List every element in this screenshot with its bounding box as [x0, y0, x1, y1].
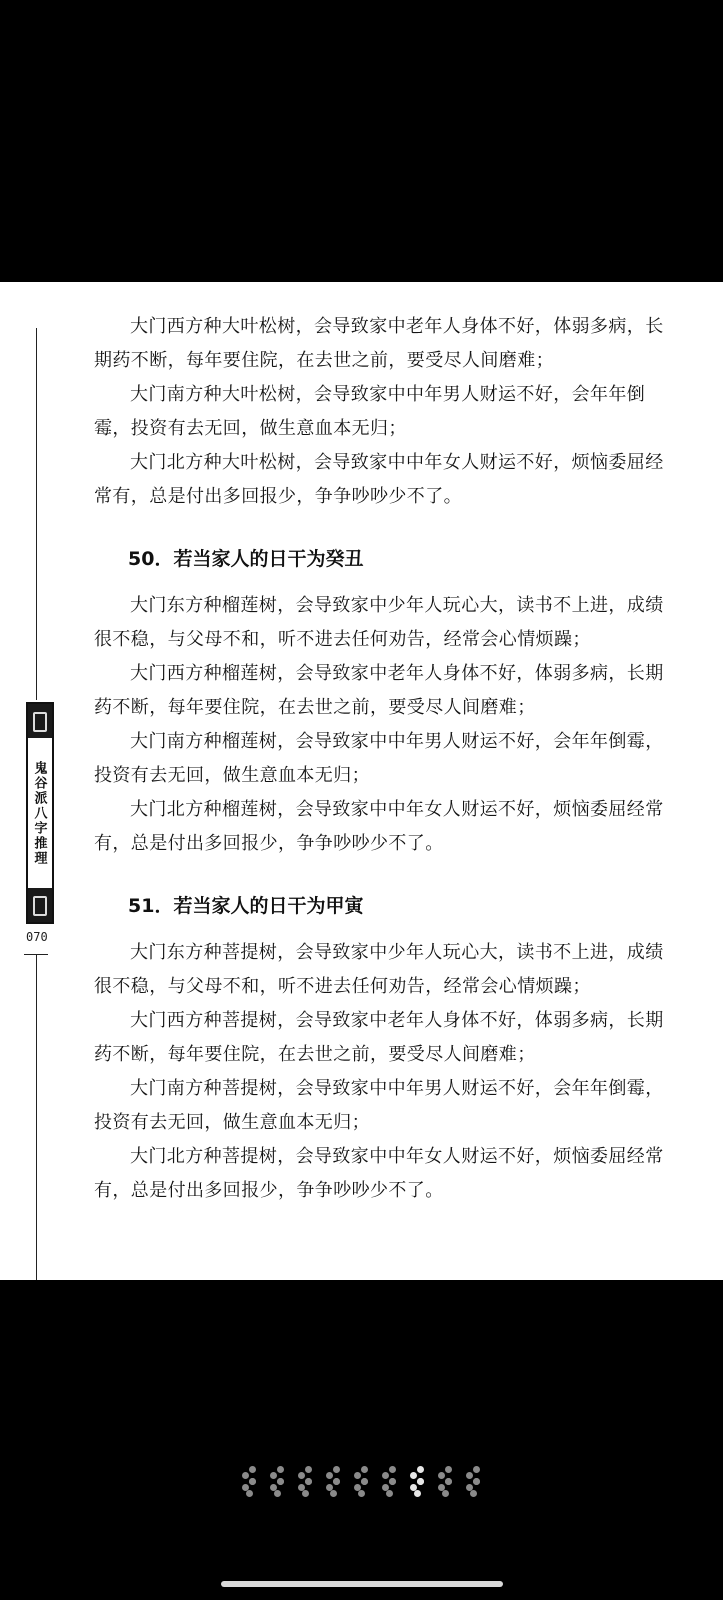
paragraph: [94, 793, 664, 861]
page-dot-icon[interactable]: [466, 1466, 482, 1496]
page-dot-icon[interactable]: [242, 1466, 258, 1496]
paragraph-text: 大门西方种大叶松树，会导致家中老年人身体不好，体弱多病，长期药不断，每年要住院，在去世之前，要受尽人间磨难；: [94, 316, 664, 371]
paragraph-text: 大门北方种菩提树，会导致家中中年女人财运不好，烦恼委屈经常有，总是付出多回报少，争争吵吵少不了。: [94, 1146, 664, 1201]
paragraph: [94, 1072, 664, 1140]
spine-rule-top: [36, 328, 37, 700]
paragraph-text: 大门北方种榴莲树，会导致家中中年女人财运不好，烦恼委屈经常有，总是付出多回报少，争争吵吵少不了。: [94, 799, 664, 854]
paragraph-text: 大门西方种榴莲树，会导致家中老年人身体不好，体弱多病，长期药不断，每年要住院，在去世之前，要受尽人间磨难；: [94, 663, 664, 718]
page-dot-icon[interactable]: [270, 1466, 286, 1496]
paragraph: [94, 657, 664, 725]
paragraph-text: 大门东方种榴莲树，会导致家中少年人玩心大，读书不上进，成绩很不稳，与父母不和，听不进去任何劝告，经常会心情烦躁；: [94, 595, 664, 650]
section-heading: 50．若当家人的日干为癸丑: [128, 548, 364, 570]
paragraph: [94, 378, 664, 446]
ornament-top-icon: [28, 704, 52, 738]
paragraph: [94, 936, 664, 1004]
home-indicator[interactable]: [221, 1581, 503, 1587]
page-dot-icon[interactable]: [382, 1466, 398, 1496]
paragraph: [94, 310, 664, 378]
photo-page: [0, 282, 723, 1280]
paragraph: [94, 446, 664, 514]
spine-title-box: [26, 702, 54, 924]
page-dot-icon[interactable]: [298, 1466, 314, 1496]
page-dot-icon[interactable]: [410, 1466, 426, 1496]
page-content: [94, 310, 664, 1208]
paragraph-text: 大门北方种大叶松树，会导致家中中年女人财运不好，烦恼委屈经常有，总是付出多回报少，争争吵吵少不了。: [94, 452, 664, 507]
paragraph-text: 大门南方种榴莲树，会导致家中中年男人财运不好，会年年倒霉，投资有去无回，做生意血本无归；: [94, 731, 664, 786]
paragraph: [94, 725, 664, 793]
page-dot-icon[interactable]: [354, 1466, 370, 1496]
paragraph-text: 大门西方种菩提树，会导致家中老年人身体不好，体弱多病，长期药不断，每年要住院，在去世之前，要受尽人间磨难；: [94, 1010, 664, 1065]
paragraph: [94, 1004, 664, 1072]
section-heading: 51．若当家人的日干为甲寅: [128, 895, 364, 917]
page-number: 070: [26, 930, 48, 944]
spine-rule-bottom: [36, 954, 37, 1280]
page-indicator[interactable]: [0, 1466, 723, 1496]
page-dot-icon[interactable]: [326, 1466, 342, 1496]
spine-title: 鬼谷派八字推理: [31, 760, 47, 866]
paragraph: [94, 589, 664, 657]
paragraph-text: 大门南方种大叶松树，会导致家中中年男人财运不好，会年年倒霉，投资有去无回，做生意血本无归；: [94, 384, 646, 439]
paragraph: [94, 1140, 664, 1208]
paragraph-text: 大门东方种菩提树，会导致家中少年人玩心大，读书不上进，成绩很不稳，与父母不和，听不进去任何劝告，经常会心情烦躁；: [94, 942, 664, 997]
paragraph-text: 大门南方种菩提树，会导致家中中年男人财运不好，会年年倒霉，投资有去无回，做生意血本无归；: [94, 1078, 664, 1133]
page-dot-icon[interactable]: [438, 1466, 454, 1496]
ornament-bottom-icon: [28, 888, 52, 922]
